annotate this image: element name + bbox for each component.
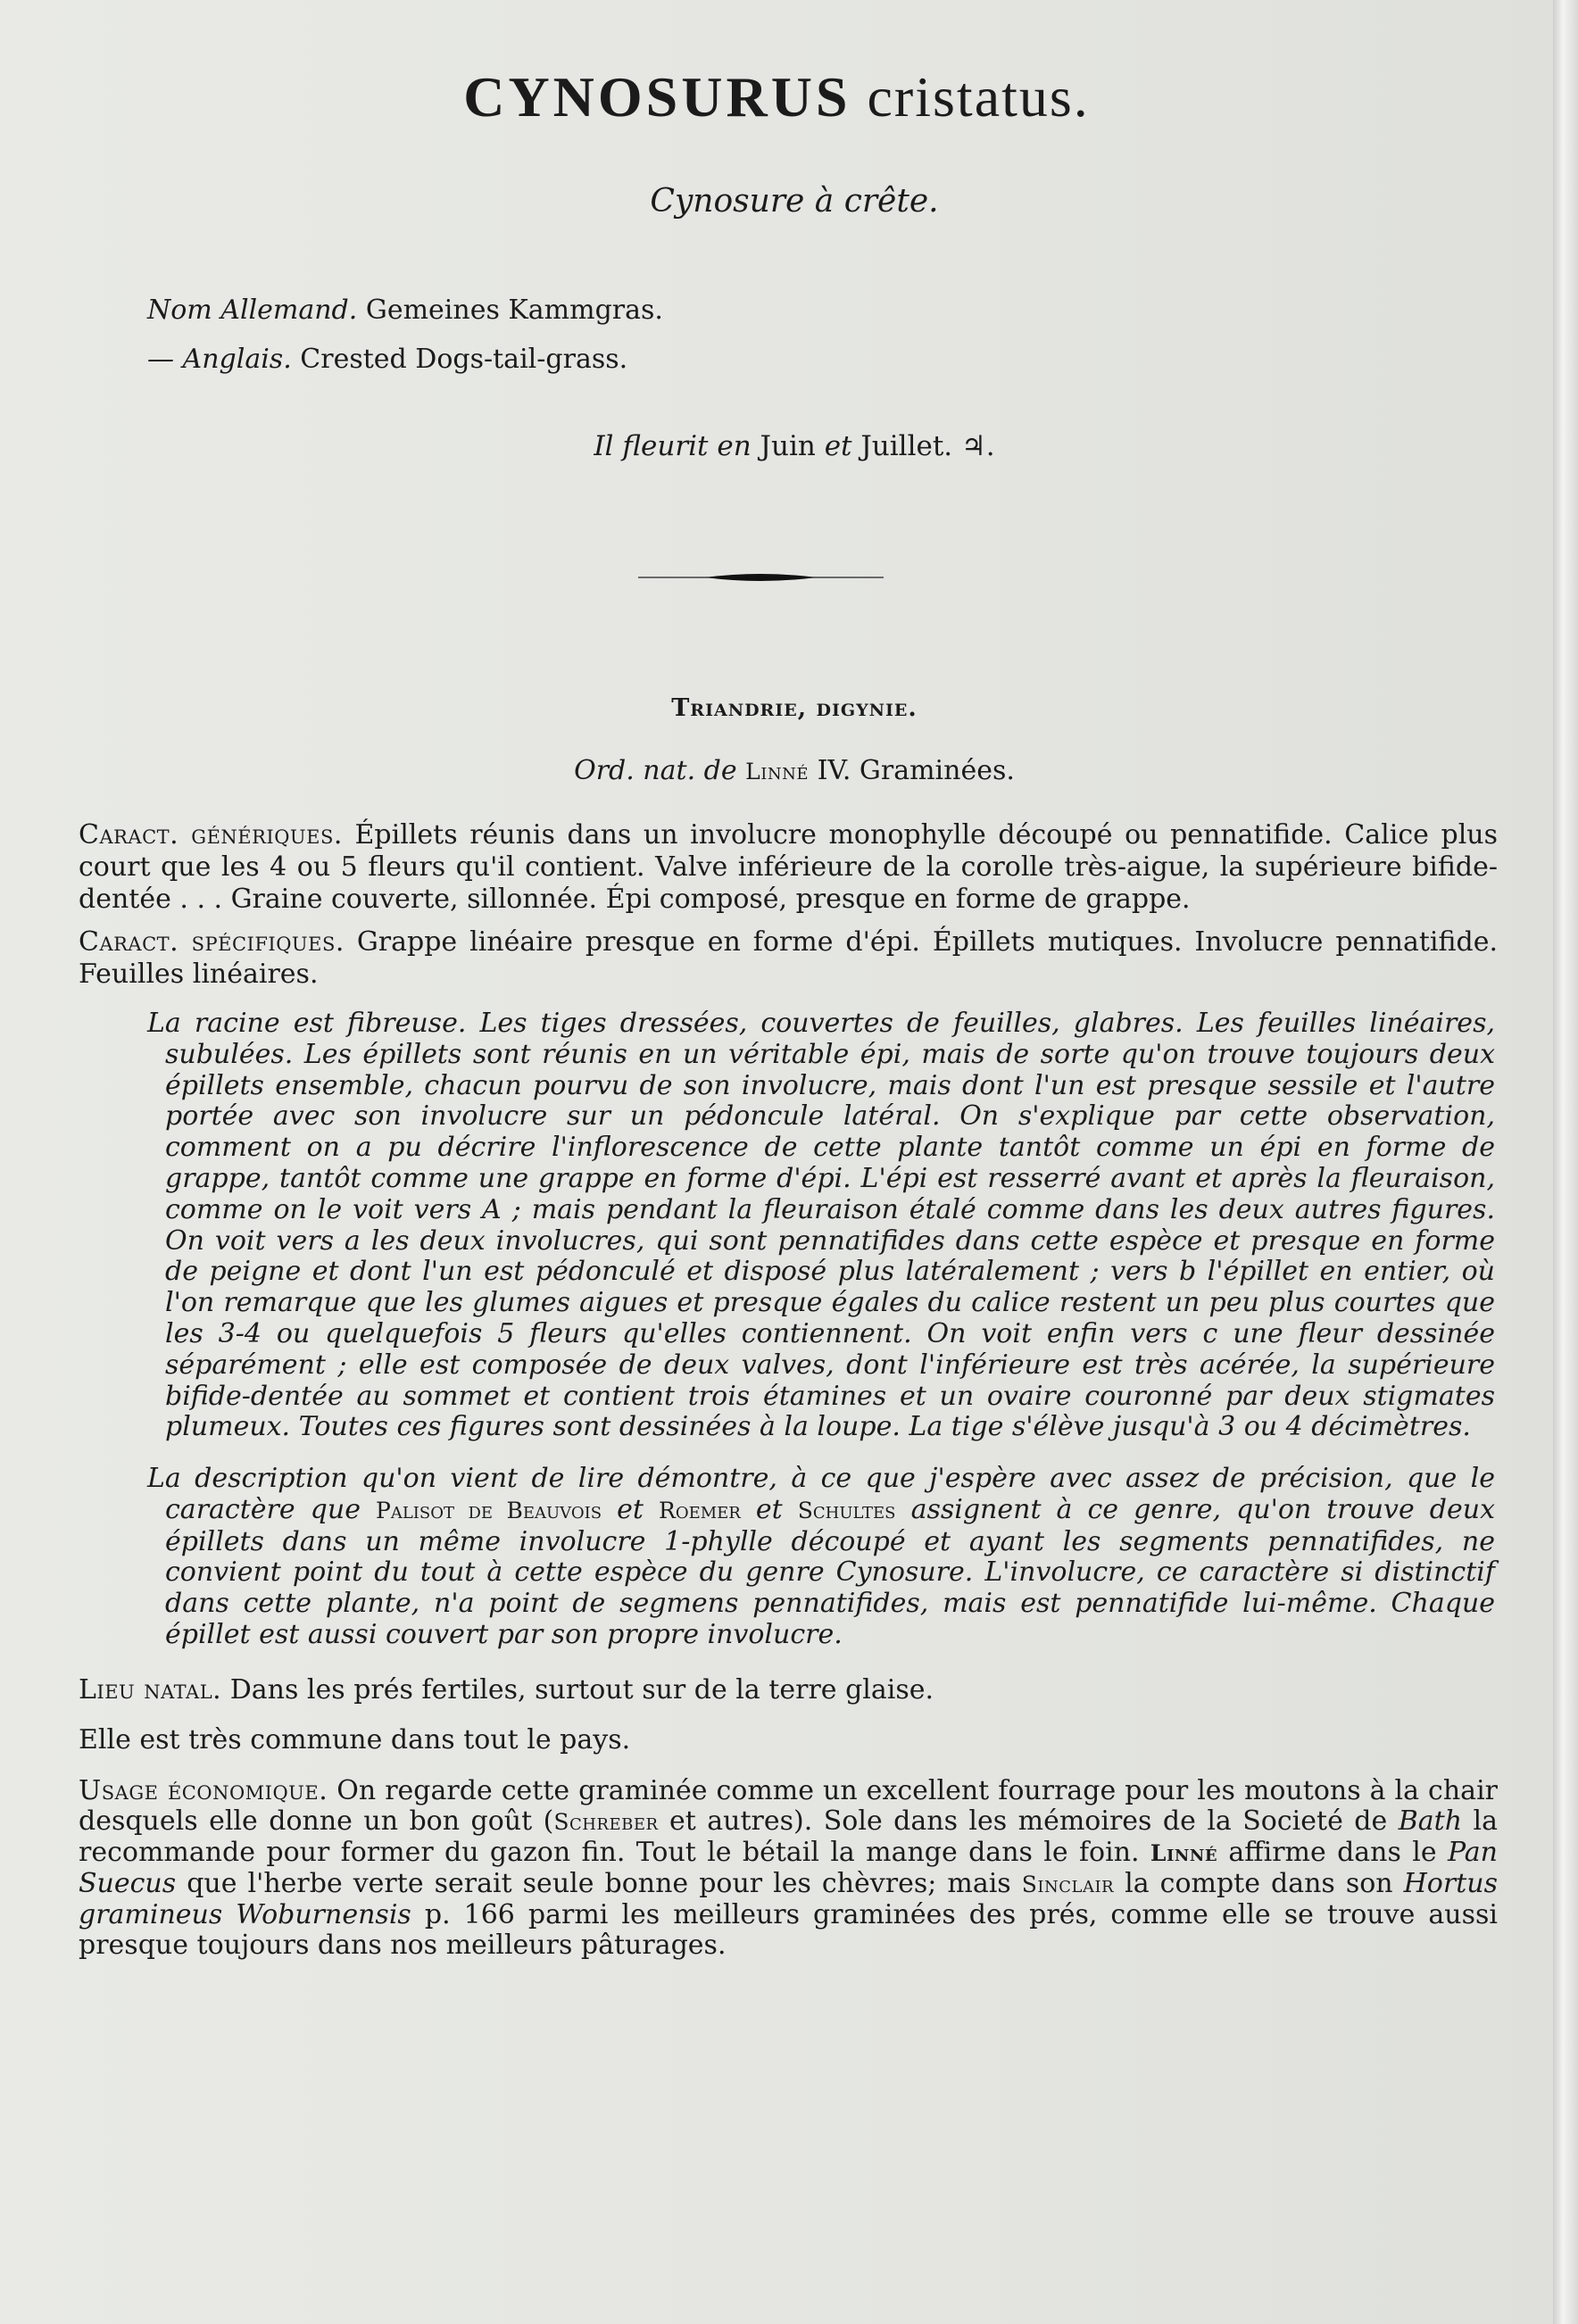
specific-characters	[79, 926, 1498, 991]
remark-text-3: et	[755, 1493, 783, 1525]
remark-text-4: assignent à ce genre, qu'on trouve deux épillets dans un même involucre 1-phylle découpé et ayant les segments pennatifides, ne convient point du tout à cette espèce du genre Cynosure. L'involucre, ce caractère si distinctif dans cette plante, n'a point de segmens pennatifides, mais est pennatifide lui-même. Chaque épillet est aussi couvert par son propre involucre.	[165, 1493, 1495, 1650]
english-value: Crested Dogs-tail-grass.	[300, 344, 628, 375]
author-schultes: Schultes	[797, 1497, 896, 1523]
english-label: — Anglais.	[147, 344, 292, 375]
remark-text-1: La description qu'on vient de lire démontre, à ce que j'espère avec assez de précision, que le caractère que	[147, 1463, 1495, 1525]
specific-label: Caract. spécifiques.	[79, 926, 345, 958]
work-hortus-gramineus: Hortus gramineus Woburnensis	[79, 1868, 1498, 1930]
place-bath: Bath	[1398, 1805, 1463, 1837]
flowering-text-2: en	[717, 430, 752, 462]
habitat-line	[79, 1674, 1498, 1706]
description-paragraph: La racine est fibreuse. Les tiges dressées, couvertes de feuilles, glabres. Les feuilles linéaires, subulées. Les épillets sont réunis en un véritable épi, mais de sorte qu'on trouve toujours deux épillets ensemble, chacun pourvu de son involucre, mais dont l'un est presque sessile et l'autre portée avec son involucre sur un pédoncule latéral. On s'explique par cette observation, comment on a pu décrire l'inflorescence de cette plante tantôt comme un épi en forme de grappe, tantôt comme une grappe en forme d'épi. L'épi est resserré avant et après la fleuraison, comme on le voit vers A ; mais pendant la fleuraison étalé comme dans les deux autres figures. On voit vers a les deux involucres, qui sont pennatifides dans cette espèce et presque en forme de peigne et dont l'un est pédonculé et disposé plus latéralement ; vers b l'épillet en entier, où l'on remarque que les glumes aigues et presque égales du calice restent un peu plus courtes que les 3-4 ou quelquefois 5 fleurs qu'elles contiennent. On voit enfin vers c une fleur dessinée séparément ; elle est composée de deux valves, dont l'inférieure est très acérée, la supérieure bifide-dentée au sommet et contient trois étamines et un ovaire couronné par deux stigmates plumeux. Toutes ces figures sont dessinées à la loupe. La tige s'élève jusqu'à 3 ou 4 décimètres.	[147, 1008, 1495, 1443]
habitat-frequency: Elle est très commune dans tout le pays.	[79, 1724, 631, 1755]
linnaean-class: Triandrie, digynie.	[671, 694, 918, 722]
usage-paragraph	[79, 1776, 1498, 1961]
generic-characters	[79, 819, 1498, 916]
flowering-line	[0, 430, 1578, 462]
work-pan-suecus: Pan Suecus	[79, 1837, 1498, 1899]
genus-name: CYNOSURUS	[463, 65, 851, 129]
habitat-text: Dans les prés fertiles, surtout sur de la terre glaise.	[229, 1674, 934, 1706]
german-name-line	[147, 295, 663, 326]
linne-name: Linné	[745, 759, 810, 784]
author-roemer: Roemer	[659, 1497, 741, 1523]
english-name-line	[147, 344, 627, 375]
flowering-text-1: Il fleurit	[594, 430, 709, 462]
usage-text-7: p. 166 parmi les meilleurs graminées des prés, comme elle se trouve aussi presque toujours dans nos meilleurs pâturages.	[79, 1899, 1498, 1961]
german-value: Gemeines Kammgras.	[365, 295, 663, 326]
flowering-month-2: Juillet.	[860, 430, 953, 462]
usage-text-5: que l'herbe verte serait seule bonne pour les chèvres; mais	[187, 1868, 1011, 1899]
flowering-month-1: Juin	[760, 430, 816, 462]
usage-text-6: la compte dans son	[1125, 1868, 1393, 1899]
author-schreber: Schreber	[553, 1809, 659, 1835]
page-title	[0, 64, 1553, 130]
specific-text: Grappe linéaire presque en forme d'épi. Épillets mutiques. Involucre pennatifide. Feuilles linéaires.	[79, 926, 1498, 990]
author-linne: Linné	[1150, 1840, 1218, 1866]
generic-text: Épillets réunis dans un involucre monophylle découpé ou pennatifide. Calice plus court que les 4 ou 5 fleurs qu'il contient. Valve inférieure de la corolle très-aigue, la supérieure bifide-dentée . . . Graine couverte, sillonnée. Épi composé, presque en forme de grappe.	[79, 819, 1499, 915]
flowering-text-3: et	[824, 430, 852, 462]
habitat-label: Lieu natal.	[79, 1674, 222, 1706]
usage-text-1: On regarde cette graminée comme un excellent fourrage pour les moutons à la chair desquels elle donne un bon goût (	[79, 1775, 1499, 1837]
usage-text-4: affirme dans le	[1228, 1837, 1437, 1868]
page-edge	[1553, 0, 1578, 2324]
remark-paragraph	[147, 1463, 1495, 1651]
usage-label: Usage économique.	[79, 1775, 328, 1806]
species-name: cristatus.	[867, 65, 1090, 129]
author-palisot: Palisot de Beauvois	[376, 1497, 602, 1523]
order-label: Ord. nat. de	[574, 755, 737, 786]
remark-text-2: et	[617, 1493, 644, 1525]
usage-text-2: et autres). Sole dans les mémoires de la Societé de	[669, 1805, 1388, 1837]
order-value: IV. Graminées.	[817, 755, 1015, 786]
usage-text-3: la recommande pour former du gazon fin. Tout le bétail la mange dans le foin.	[79, 1805, 1498, 1868]
german-label: Nom Allemand.	[147, 295, 358, 326]
perennial-symbol: ♃.	[961, 430, 995, 462]
ornamental-divider	[638, 571, 884, 584]
natural-order	[0, 755, 1578, 786]
author-sinclair: Sinclair	[1021, 1872, 1115, 1897]
french-name: Cynosure à crête.	[650, 183, 939, 220]
generic-label: Caract. génériques.	[79, 819, 343, 851]
